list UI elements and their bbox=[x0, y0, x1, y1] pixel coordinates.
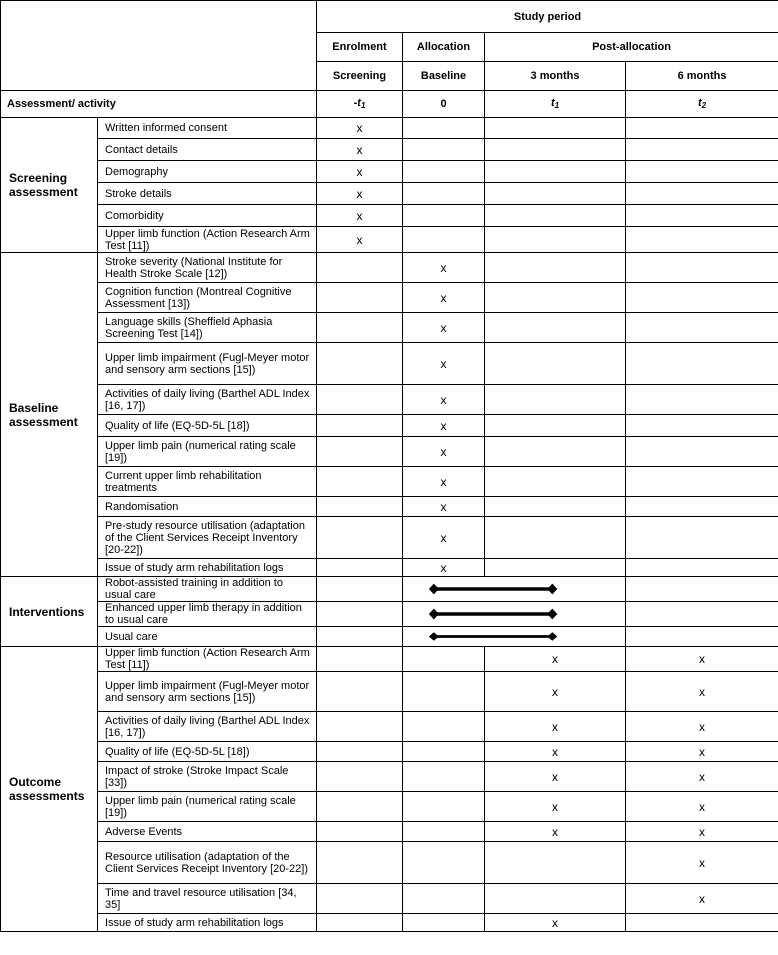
schedule-mark-m6 bbox=[626, 313, 778, 343]
activity-label: Written informed consent bbox=[98, 118, 317, 139]
schedule-mark-screening bbox=[317, 822, 403, 842]
schedule-mark-m3: x bbox=[485, 647, 626, 672]
activity-label: Upper limb pain (numerical rating scale [19]) bbox=[98, 437, 317, 467]
activity-label: Impact of stroke (Stroke Impact Scale [33]) bbox=[98, 762, 317, 792]
table-row bbox=[1, 497, 778, 517]
activity-label: Upper limb function (Action Research Arm Test [11]) bbox=[98, 647, 317, 672]
activity-label: Demography bbox=[98, 161, 317, 183]
timepoint-screening: $-t_1$ bbox=[317, 91, 403, 118]
schedule-mark-m6 bbox=[626, 559, 778, 577]
schedule-mark-screening bbox=[317, 792, 403, 822]
schedule-mark-m6: x bbox=[626, 792, 778, 822]
schedule-mark-m6 bbox=[626, 161, 778, 183]
schedule-mark-baseline: x bbox=[403, 559, 485, 577]
schedule-mark-m6 bbox=[626, 227, 778, 253]
table-row bbox=[1, 792, 778, 822]
table-row bbox=[1, 842, 778, 884]
table-row bbox=[1, 467, 778, 497]
schedule-mark-screening: x bbox=[317, 205, 403, 227]
schedule-mark-m6 bbox=[626, 205, 778, 227]
category-label: Screening assessment bbox=[1, 118, 98, 253]
empty-cell bbox=[317, 627, 403, 647]
schedule-mark-screening bbox=[317, 283, 403, 313]
schedule-mark-m6: x bbox=[626, 672, 778, 712]
schedule-mark-m3 bbox=[485, 385, 626, 415]
schedule-mark-m3: x bbox=[485, 914, 626, 932]
table-row bbox=[1, 822, 778, 842]
schedule-mark-m3 bbox=[485, 118, 626, 139]
schedule-mark-m3 bbox=[485, 161, 626, 183]
schedule-mark-screening bbox=[317, 253, 403, 283]
category-label: Outcome assessments bbox=[1, 647, 98, 932]
table-row bbox=[1, 602, 778, 627]
schedule-mark-m6 bbox=[626, 385, 778, 415]
double-diamond-arrow-icon bbox=[403, 627, 625, 646]
schedule-mark-m6 bbox=[626, 517, 778, 559]
schedule-mark-m6: x bbox=[626, 712, 778, 742]
schedule-mark-m6 bbox=[626, 139, 778, 161]
table-row bbox=[1, 139, 778, 161]
activity-label: Issue of study arm rehabilitation logs bbox=[98, 559, 317, 577]
enrolment-header: Enrolment bbox=[317, 33, 403, 62]
6-months-header: 6 months bbox=[626, 62, 778, 91]
schedule-mark-m3: x bbox=[485, 762, 626, 792]
activity-label: Language skills (Sheffield Aphasia Screening Test [14]) bbox=[98, 313, 317, 343]
schedule-mark-m3 bbox=[485, 559, 626, 577]
schedule-mark-m3 bbox=[485, 497, 626, 517]
schedule-mark-screening bbox=[317, 559, 403, 577]
schedule-mark-m3 bbox=[485, 467, 626, 497]
schedule-mark-m3: x bbox=[485, 742, 626, 762]
allocation-header: Allocation bbox=[403, 33, 485, 62]
table-row bbox=[1, 227, 778, 253]
schedule-mark-baseline bbox=[403, 822, 485, 842]
schedule-mark-m3 bbox=[485, 437, 626, 467]
schedule-mark-screening bbox=[317, 842, 403, 884]
schedule-mark-baseline bbox=[403, 792, 485, 822]
schedule-mark-screening bbox=[317, 437, 403, 467]
schedule-mark-baseline: x bbox=[403, 385, 485, 415]
schedule-mark-m6: x bbox=[626, 762, 778, 792]
schedule-mark-baseline bbox=[403, 139, 485, 161]
schedule-mark-baseline: x bbox=[403, 313, 485, 343]
table-row bbox=[1, 415, 778, 437]
schedule-mark-baseline: x bbox=[403, 343, 485, 385]
schedule-mark-baseline: x bbox=[403, 497, 485, 517]
table-row bbox=[1, 437, 778, 467]
schedule-mark-m6: x bbox=[626, 884, 778, 914]
schedule-mark-screening: x bbox=[317, 183, 403, 205]
schedule-mark-m6 bbox=[626, 283, 778, 313]
schedule-mark-screening bbox=[317, 884, 403, 914]
activity-label: Current upper limb rehabilitation treatments bbox=[98, 467, 317, 497]
schedule-mark-m6 bbox=[626, 437, 778, 467]
schedule-mark-m6 bbox=[626, 497, 778, 517]
schedule-mark-screening: x bbox=[317, 161, 403, 183]
schedule-mark-m3: x bbox=[485, 672, 626, 712]
table-row bbox=[1, 672, 778, 712]
schedule-mark-baseline bbox=[403, 914, 485, 932]
activity-label: Activities of daily living (Barthel ADL Index [16, 17]) bbox=[98, 385, 317, 415]
schedule-mark-baseline: x bbox=[403, 253, 485, 283]
schedule-mark-screening bbox=[317, 313, 403, 343]
schedule-mark-baseline bbox=[403, 762, 485, 792]
post-allocation-header: Post-allocation bbox=[485, 33, 778, 62]
schedule-mark-screening bbox=[317, 517, 403, 559]
schedule-mark-baseline bbox=[403, 884, 485, 914]
table-row bbox=[1, 183, 778, 205]
activity-label: Quality of life (EQ-5D-5L [18]) bbox=[98, 742, 317, 762]
table-row bbox=[1, 742, 778, 762]
schedule-mark-m3: x bbox=[485, 712, 626, 742]
schedule-mark-screening bbox=[317, 914, 403, 932]
table-row bbox=[1, 712, 778, 742]
empty-cell bbox=[626, 627, 778, 647]
table-row bbox=[1, 914, 778, 932]
schedule-mark-m6 bbox=[626, 914, 778, 932]
table-row bbox=[1, 559, 778, 577]
activity-label: Comorbidity bbox=[98, 205, 317, 227]
schedule-mark-m3: x bbox=[485, 792, 626, 822]
double-diamond-arrow-icon bbox=[403, 577, 625, 601]
schedule-mark-baseline bbox=[403, 842, 485, 884]
schedule-mark-m3 bbox=[485, 283, 626, 313]
schedule-mark-baseline: x bbox=[403, 467, 485, 497]
assessment-activity-header: Assessment/ activity bbox=[1, 91, 317, 118]
activity-label: Upper limb impairment (Fugl-Meyer motor and sensory arm sections [15]) bbox=[98, 672, 317, 712]
schedule-mark-screening bbox=[317, 385, 403, 415]
activity-label: Stroke details bbox=[98, 183, 317, 205]
category-label: Interventions bbox=[1, 577, 98, 647]
activity-label: Resource utilisation (adaptation of the Client Services Receipt Inventory [20-22]) bbox=[98, 842, 317, 884]
schedule-mark-m6 bbox=[626, 343, 778, 385]
schedule-mark-screening: x bbox=[317, 227, 403, 253]
schedule-mark-baseline: x bbox=[403, 415, 485, 437]
schedule-mark-m3 bbox=[485, 139, 626, 161]
header-blank-cell bbox=[1, 1, 317, 91]
activity-label: Activities of daily living (Barthel ADL Index [16, 17]) bbox=[98, 712, 317, 742]
schedule-mark-m6: x bbox=[626, 647, 778, 672]
schedule-mark-m3 bbox=[485, 343, 626, 385]
table-row bbox=[1, 577, 778, 602]
table-row bbox=[1, 385, 778, 415]
3-months-header: 3 months bbox=[485, 62, 626, 91]
category-label: Baseline assessment bbox=[1, 253, 98, 577]
schedule-mark-screening bbox=[317, 497, 403, 517]
activity-label: Upper limb pain (numerical rating scale [19]) bbox=[98, 792, 317, 822]
activity-label: Contact details bbox=[98, 139, 317, 161]
activity-label: Robot-assisted training in addition to usual care bbox=[98, 577, 317, 602]
baseline-header: Baseline bbox=[403, 62, 485, 91]
schedule-mark-baseline bbox=[403, 161, 485, 183]
empty-cell bbox=[626, 577, 778, 602]
schedule-mark-screening bbox=[317, 415, 403, 437]
schedule-mark-m3 bbox=[485, 313, 626, 343]
schedule-mark-baseline bbox=[403, 647, 485, 672]
activity-label: Issue of study arm rehabilitation logs bbox=[98, 914, 317, 932]
schedule-mark-m3 bbox=[485, 183, 626, 205]
study-period-header: Study period bbox=[317, 1, 778, 33]
table-row bbox=[1, 118, 778, 139]
schedule-mark-screening bbox=[317, 672, 403, 712]
schedule-mark-baseline: x bbox=[403, 283, 485, 313]
table-row bbox=[1, 647, 778, 672]
schedule-mark-m6: x bbox=[626, 822, 778, 842]
table-row bbox=[1, 313, 778, 343]
schedule-mark-m6 bbox=[626, 467, 778, 497]
table-row bbox=[1, 884, 778, 914]
schedule-mark-screening bbox=[317, 762, 403, 792]
table-row bbox=[1, 253, 778, 283]
activity-label: Usual care bbox=[98, 627, 317, 647]
schedule-mark-screening: x bbox=[317, 139, 403, 161]
schedule-mark-screening bbox=[317, 343, 403, 385]
schedule-mark-m6 bbox=[626, 253, 778, 283]
schedule-mark-m3 bbox=[485, 227, 626, 253]
schedule-mark-baseline bbox=[403, 672, 485, 712]
schedule-mark-baseline bbox=[403, 183, 485, 205]
activity-label: Time and travel resource utilisation [34, 35] bbox=[98, 884, 317, 914]
schedule-mark-baseline bbox=[403, 205, 485, 227]
intervention-span-bar bbox=[403, 577, 626, 602]
schedule-mark-m6: x bbox=[626, 742, 778, 762]
schedule-mark-m3: x bbox=[485, 822, 626, 842]
schedule-mark-m6 bbox=[626, 415, 778, 437]
intervention-span-bar bbox=[403, 627, 626, 647]
schedule-mark-m3 bbox=[485, 842, 626, 884]
table-row bbox=[1, 762, 778, 792]
activity-label: Pre-study resource utilisation (adaptation of the Client Services Receipt Inventory [20-22]) bbox=[98, 517, 317, 559]
table-row bbox=[1, 627, 778, 647]
table-row bbox=[1, 161, 778, 183]
schedule-mark-m3 bbox=[485, 253, 626, 283]
empty-cell bbox=[317, 577, 403, 602]
schedule-mark-baseline bbox=[403, 227, 485, 253]
schedule-mark-m3 bbox=[485, 517, 626, 559]
timepoint-baseline: 0 bbox=[403, 91, 485, 118]
double-diamond-arrow-icon bbox=[403, 602, 625, 626]
schedule-mark-baseline bbox=[403, 712, 485, 742]
schedule-mark-m6: x bbox=[626, 842, 778, 884]
timepoint-6-months: $t_2$ bbox=[626, 91, 778, 118]
schedule-mark-screening: x bbox=[317, 118, 403, 139]
schedule-mark-m6 bbox=[626, 118, 778, 139]
screening-header: Screening bbox=[317, 62, 403, 91]
schedule-mark-m3 bbox=[485, 884, 626, 914]
schedule-mark-baseline bbox=[403, 742, 485, 762]
empty-cell bbox=[317, 602, 403, 627]
schedule-mark-screening bbox=[317, 647, 403, 672]
intervention-span-bar bbox=[403, 602, 626, 627]
schedule-mark-m6 bbox=[626, 183, 778, 205]
activity-label: Cognition function (Montreal Cognitive Assessment [13]) bbox=[98, 283, 317, 313]
timepoint-3-months: $t_1$ bbox=[485, 91, 626, 118]
table-row bbox=[1, 205, 778, 227]
activity-label: Quality of life (EQ-5D-5L [18]) bbox=[98, 415, 317, 437]
table-row bbox=[1, 283, 778, 313]
activity-label: Enhanced upper limb therapy in addition to usual care bbox=[98, 602, 317, 627]
schedule-mark-m3 bbox=[485, 205, 626, 227]
table-row bbox=[1, 517, 778, 559]
activity-label: Adverse Events bbox=[98, 822, 317, 842]
activity-label: Randomisation bbox=[98, 497, 317, 517]
schedule-mark-baseline: x bbox=[403, 517, 485, 559]
table-row bbox=[1, 343, 778, 385]
schedule-mark-screening bbox=[317, 742, 403, 762]
schedule-mark-baseline: x bbox=[403, 437, 485, 467]
schedule-mark-m3 bbox=[485, 415, 626, 437]
activity-label: Upper limb impairment (Fugl-Meyer motor and sensory arm sections [15]) bbox=[98, 343, 317, 385]
empty-cell bbox=[626, 602, 778, 627]
activity-label: Upper limb function (Action Research Arm Test [11]) bbox=[98, 227, 317, 253]
schedule-mark-screening bbox=[317, 712, 403, 742]
activity-label: Stroke severity (National Institute for Health Stroke Scale [12]) bbox=[98, 253, 317, 283]
schedule-mark-baseline bbox=[403, 118, 485, 139]
schedule-mark-screening bbox=[317, 467, 403, 497]
